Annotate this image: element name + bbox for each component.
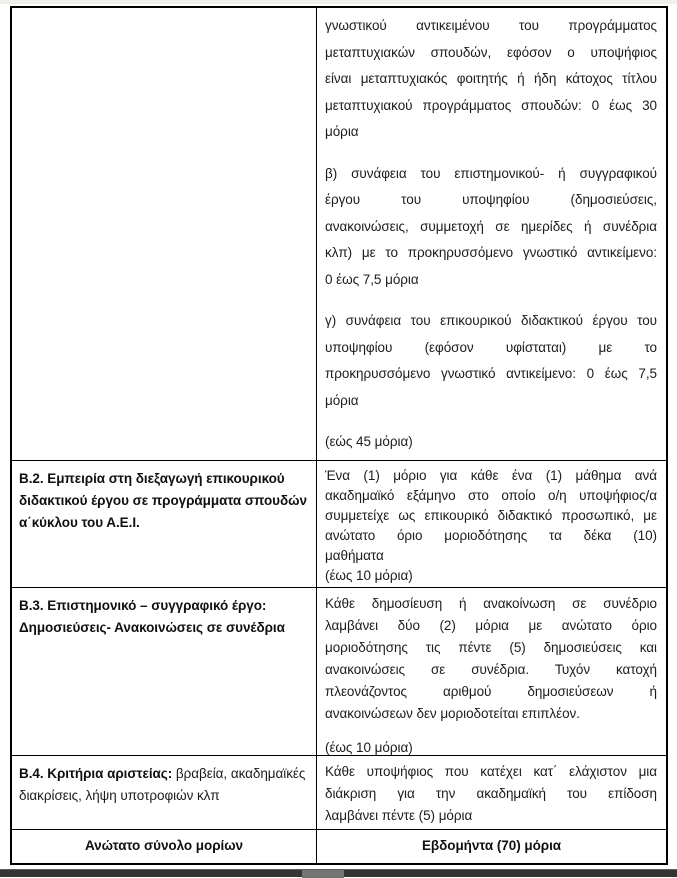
criterion-line: α΄κύκλου του Α.Ε.Ι. — [19, 515, 140, 530]
total-label: Ανώτατο σύνολο μορίων — [84, 838, 244, 853]
text-line: β) συνάφεια του επιστημονικού- ή συγγραφικού — [325, 165, 657, 181]
text-line: ακαδημαϊκό εξάμηνο στο οποίο ο/η υποψήφιος/α — [325, 488, 657, 503]
criterion-cell-b4 — [12, 756, 317, 829]
text-line: προκηρυσσόμενο γνωστικό αντικείμενο: 0 έως 7,5 — [325, 366, 657, 381]
criterion-text — [19, 763, 308, 807]
text-line: μαθήματα — [325, 548, 384, 563]
text-line: μεταπτυχιακού προγράμματος σπουδών: 0 έως 30 — [325, 97, 657, 113]
text-line: ανακοινώσεις, συμμετοχή σε ημερίδες ή συνέδρια — [325, 218, 657, 234]
text-line: γνωστικού αντικειμένου του προγράμματος — [325, 18, 657, 33]
text-line: έργου του υποψηφίου (δημοσιεύσεις, — [325, 192, 657, 207]
text-line: Κάθε δημοσίευση ή ανακοίνωση σε συνέδριο — [325, 596, 657, 611]
table-row-b4 — [12, 755, 666, 829]
text-line: μοριοδότησης τις πέντε (5) δημοσιεύσεις και — [325, 640, 657, 655]
text-line: λαμβάνει δύο (2) μόρια με ανώτατο όριο — [325, 618, 657, 633]
text-line: διάκριση για την ακαδημαϊκή του επίδοση — [325, 786, 657, 801]
criterion-cell-b2 — [12, 461, 317, 587]
text-line: γ) συνάφεια του επικουρικού διδακτικού έργου του — [325, 313, 657, 328]
text-line: 0 έως 7,5 μόρια — [325, 271, 419, 287]
criterion-line: διδακτικού έργου σε προγράμματα σπουδών — [19, 493, 307, 508]
max-points-note — [325, 737, 657, 755]
paragraph — [325, 761, 657, 827]
description-cell-b1 — [317, 8, 666, 460]
paragraph-b — [325, 161, 657, 294]
criteria-table — [10, 6, 668, 865]
table-row-b2 — [12, 460, 666, 587]
paragraph — [325, 593, 657, 725]
paragraph — [325, 466, 657, 566]
paragraph-c — [325, 308, 657, 414]
table-row-total — [12, 829, 666, 863]
text-line: κλπ) με το προκηρυσσόμενο γνωστικό αντικείμενο: — [325, 245, 657, 260]
criterion-label-rest: βραβεία, ακαδημαϊκές διακρίσεις, λήψη υποτροφιών κλπ — [19, 766, 306, 803]
text-line: (έως 10 μόρια) — [325, 568, 413, 583]
text-line: ανακοινώσεις σε συνέδρια. Τυχόν κατοχή — [325, 662, 657, 677]
text-line: μόρια — [325, 392, 359, 408]
criterion-line: Β.2. Εμπειρία στη διεξαγωγή επικουρικού — [19, 471, 285, 486]
page-top-edge — [0, 0, 677, 4]
description-cell-b3 — [317, 588, 666, 755]
text-line: Ένα (1) μόριο για κάθε ένα (1) μάθημα ανά — [325, 468, 657, 483]
description-cell-b2 — [317, 461, 666, 587]
window-bottom-edge-scrollbar[interactable] — [0, 869, 677, 877]
text-line: μεταπτυχιακών σπουδών, εφόσον ο υποψήφιος — [325, 44, 657, 60]
criterion-cell-b3 — [12, 588, 317, 755]
description-cell-b4 — [317, 756, 666, 829]
criterion-label-bold: Β.4. Κριτήρια αριστείας: — [19, 766, 173, 781]
text-line: λαμβάνει πέντε (5) μόρια — [325, 808, 473, 823]
text-line: υποψηφίου (εφόσον υφίσταται) με το — [325, 339, 657, 355]
paragraph-a — [325, 13, 657, 146]
table-row-b1-continuation — [12, 8, 666, 460]
criterion-line: Δημοσιεύσεις- Ανακοινώσεις σε συνέδρια — [19, 620, 285, 635]
text-line: Κάθε υποψήφιος που κατέχει κατ΄ ελάχιστον μια — [325, 764, 657, 779]
text-line: πλεονάζοντος αριθμού δημοσιεύσεων ή — [325, 684, 657, 699]
criterion-cell-b1-empty — [12, 8, 317, 460]
text-line: είναι μεταπτυχιακός φοιτητής ή ήδη κάτοχος τίτλου — [325, 71, 657, 86]
text-line: μόρια — [325, 124, 359, 139]
text-line: συμμετείχε ως επικουρικό διδακτικό προσωπικό, με — [325, 508, 657, 523]
total-value: Εβδομήντα (70) μόρια — [421, 838, 562, 853]
max-points-note — [325, 566, 657, 586]
total-label-cell — [12, 830, 317, 863]
total-value-cell — [317, 830, 666, 863]
table-row-b3 — [12, 587, 666, 755]
text-line: (έως 10 μόρια) — [325, 740, 413, 755]
text-line: ανώτατο όριο μοριοδότησης τα δέκα (10) — [325, 528, 657, 543]
max-points-note — [325, 429, 657, 456]
criterion-line: Β.3. Επιστημονικό – συγγραφικό έργο: — [19, 598, 267, 613]
text-line: (εώς 45 μόρια) — [325, 434, 413, 449]
text-line: ανακοινώσεων δεν μοριοδοτείται επιπλέον. — [325, 706, 580, 721]
